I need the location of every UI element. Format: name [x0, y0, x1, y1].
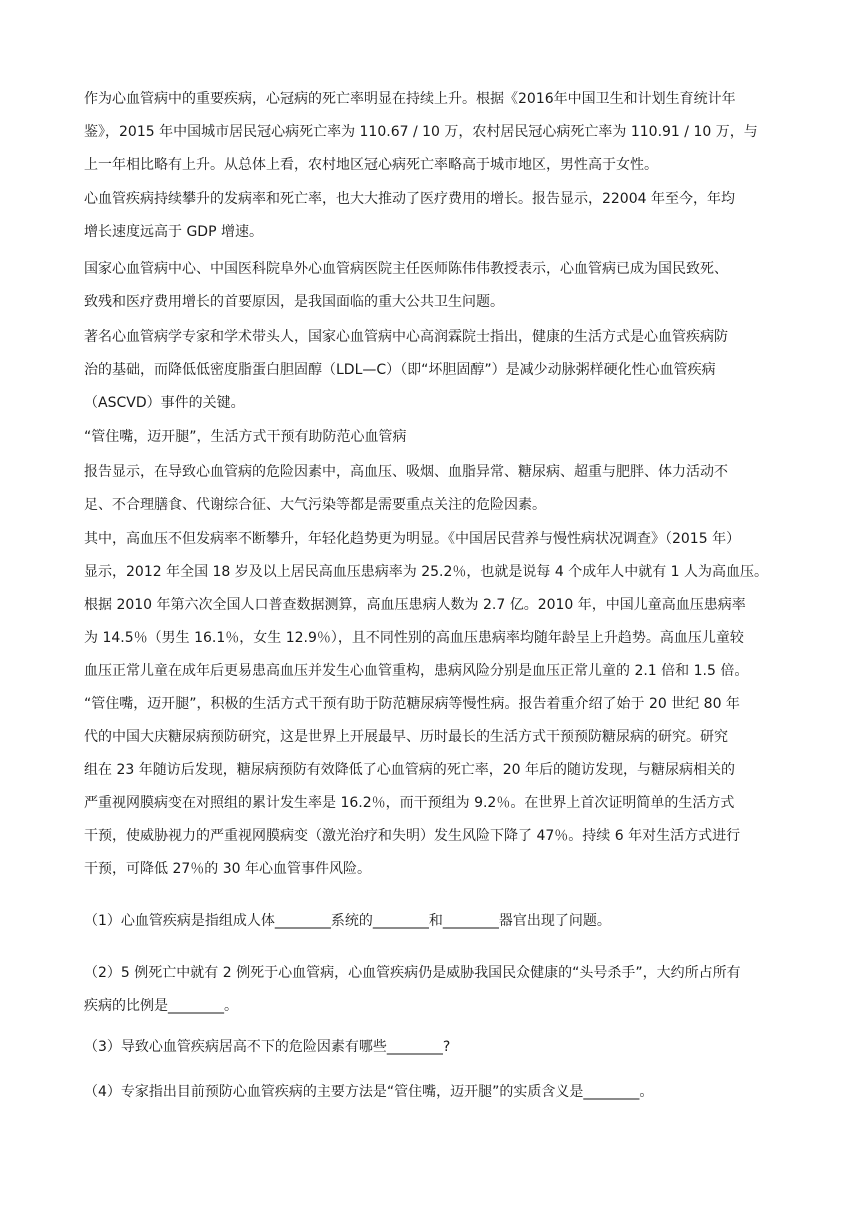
text-line: 血压正常儿童在成年后更易患高血压并发生心血管重构，患病风险分别是血压正常儿童的 2.1 倍和 1.5 倍。 — [84, 663, 749, 679]
text-line: 为 14.5％（男生 16.1％，女生 12.9％），且不同性别的高血压患病率均随年龄呈上升趋势。高血压儿童较 — [84, 630, 744, 646]
paragraph-risk-factors — [84, 456, 780, 522]
paragraph-expert-chen — [84, 253, 780, 319]
heading-text: “管住嘴，迈开腿”，生活方式干预有助防范心血管病 — [84, 429, 407, 445]
text-line: 治的基础，而降低低密度脂蛋白胆固醇（LDL—C）（即“坏胆固醇”）是减少动脉粥样硬化性心血管疾病 — [84, 362, 716, 378]
text-line: 鉴》，2015 年中国城市居民冠心病死亡率为 110.67 / 10 万，农村居民冠心病死亡率为 110.91 / 10 万，与 — [84, 124, 758, 140]
question-4 — [84, 1076, 780, 1109]
text-line: 干预，使威胁视力的严重视网膜病变（激光治疗和失明）发生风险下降了 47％。持续 6 年对生活方式进行 — [84, 828, 741, 844]
text-line: 作为心血管病中的重要疾病，心冠病的死亡率明显在持续上升。根据《2016年中国卫生和计划生育统计年 — [84, 91, 736, 107]
text-line: 显示，2012 年全国 18 岁及以上居民高血压患病率为 25.2％，也就是说每 4 个成年人中就有 1 人为高血压。 — [84, 564, 769, 580]
text-line: 增长速度远高于 GDP 增速。 — [84, 224, 263, 240]
section-heading — [84, 421, 780, 454]
text-line: 致残和医疗费用增长的首要原因，是我国面临的重大公共卫生问题。 — [84, 294, 504, 310]
question-2 — [84, 957, 780, 1023]
text-line: （ASCVD）事件的关键。 — [84, 395, 245, 411]
text-line: 组在 23 年随访后发现，糖尿病预防有效降低了心血管病的死亡率，20 年后的随访发现，与糖尿病相关的 — [84, 762, 735, 778]
question-text: （3）导致心血管疾病居高不下的危险因素有哪些________? — [84, 1039, 451, 1055]
text-line: 上一年相比略有上升。从总体上看，农村地区冠心病死亡率略高于城市地区，男性高于女性。 — [84, 157, 658, 173]
paragraph-hypertension — [84, 523, 780, 886]
text-line: 国家心血管病中心、中国医科院阜外心血管病医院主任医师陈伟伟教授表示，心血管病已成为国民致死、 — [84, 261, 728, 277]
question-text: （4）专家指出目前预防心血管疾病的主要方法是“管住嘴，迈开腿”的实质含义是________。 — [84, 1084, 654, 1100]
text-line: 报告显示，在导致心血管病的危险因素中，高血压、吸烟、血脂异常、糖尿病、超重与肥胖、体力活动不 — [84, 464, 728, 480]
text-line: 代的中国大庆糖尿病预防研究，这是世界上开展最早、历时最长的生活方式干预预防糖尿病的研究。研究 — [84, 729, 728, 745]
paragraph-expert-gao — [84, 321, 780, 420]
text-line: 其中，高血压不但发病率不断攀升，年轻化趋势更为明显。《中国居民营养与慢性病状况调查》（2015 年） — [84, 531, 741, 547]
paragraph-cad-mortality — [84, 83, 780, 182]
text-line: 严重视网膜病变在对照组的累计发生率是 16.2％，而干预组为 9.2％。在世界上首次证明简单的生活方式 — [84, 795, 735, 811]
question-1 — [84, 905, 780, 938]
text-line: 著名心血管病学专家和学术带头人，国家心血管病中心高润霖院士指出，健康的生活方式是心血管疾病防 — [84, 329, 728, 345]
question-3 — [84, 1031, 780, 1064]
paragraph-medical-cost — [84, 183, 780, 249]
text-line: 干预，可降低 27％的 30 年心血管事件风险。 — [84, 861, 371, 877]
text-line: 心血管疾病持续攀升的发病率和死亡率，也大大推动了医疗费用的增长。报告显示，22004 年至今，年均 — [84, 191, 735, 207]
question-text: （1）心血管疾病是指组成人体________系统的________和________器官出现了问题。 — [84, 913, 611, 929]
text-line: 根据 2010 年第六次全国人口普查数据测算，高血压患病人数为 2.7 亿。2010 年，中国儿童高血压患病率 — [84, 597, 746, 613]
text-line: 足、不合理膳食、代谢综合征、大气污染等都是需要重点关注的危险因素。 — [84, 497, 546, 513]
text-line: “管住嘴，迈开腿”，积极的生活方式干预有助于防范糖尿病等慢性病。报告着重介绍了始于 20 世纪 80 年 — [84, 696, 740, 712]
question-text: （2）5 例死亡中就有 2 例死于心血管病，心血管疾病仍是威胁我国民众健康的“头号杀手”，大约所占所有 — [84, 965, 741, 981]
question-text: 疾病的比例是________。 — [84, 998, 238, 1014]
